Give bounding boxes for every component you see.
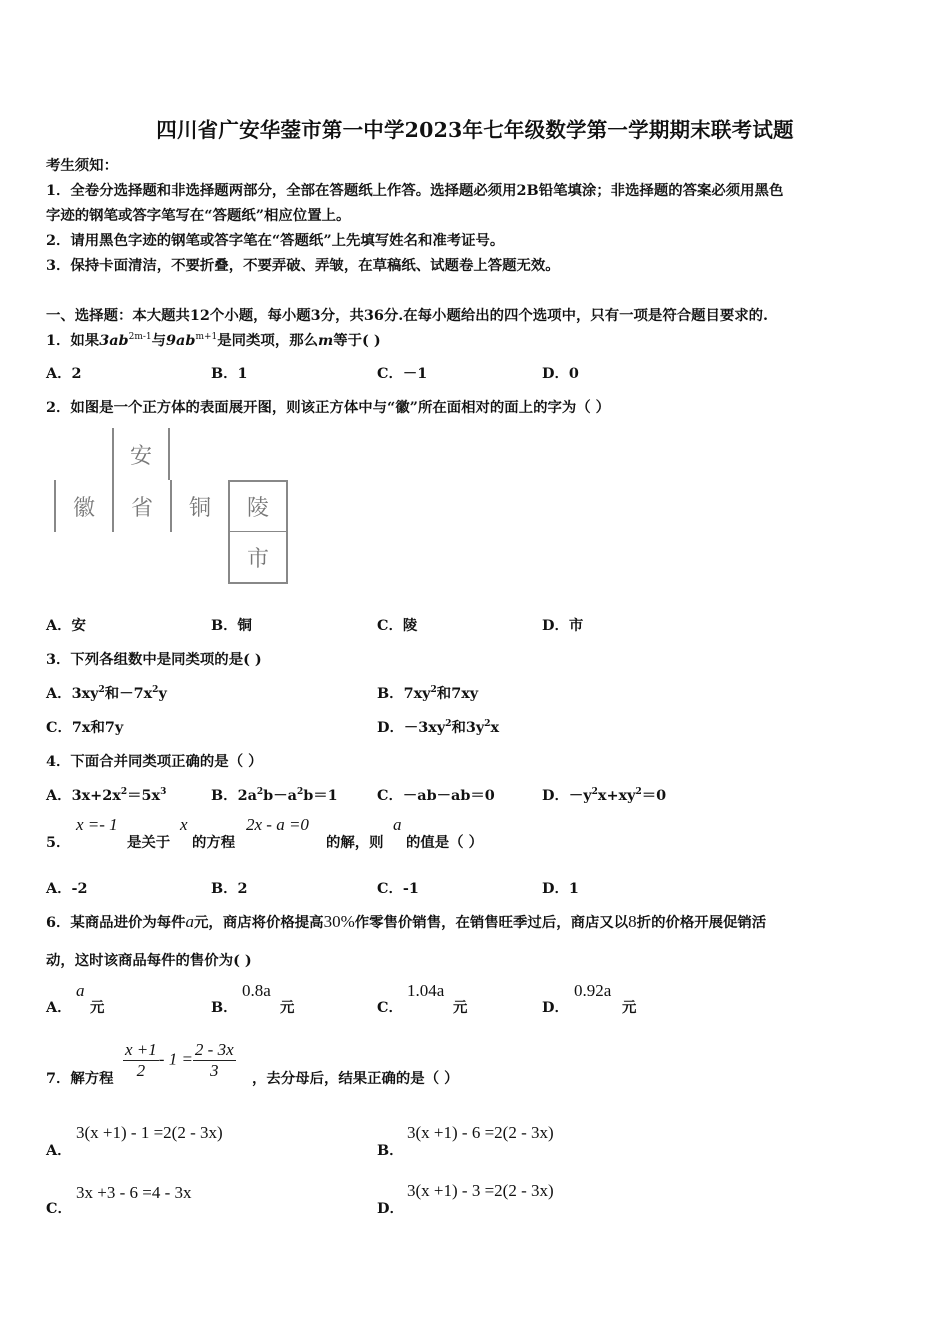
q2-option-c[interactable]: C．陵 (377, 617, 418, 634)
q4-d-text-2: x+xy (597, 787, 636, 804)
q7-equation (123, 1040, 236, 1081)
q7-denominator-1: 2 (136, 1061, 146, 1080)
q7-option-c-label[interactable]: C． (46, 1200, 72, 1217)
q6-option-d-unit: 元 (622, 999, 637, 1016)
q4-b-sup-1: 2 (256, 787, 264, 797)
q3-a-text-2: 和－7x (104, 685, 153, 702)
q5-option-c[interactable]: C．-1 (377, 880, 419, 897)
q3-a-sup-1: 2 (98, 685, 105, 695)
net-face-sheng: 省 (112, 480, 170, 532)
q1-term2-exponent: m+1 (195, 332, 218, 342)
q3-a-label: A． (46, 685, 72, 702)
q6-text-a: 6．某商品进价为每件 (46, 914, 186, 931)
q7-fraction-1 (123, 1040, 159, 1081)
q1-prefix: 1．如果 (46, 332, 100, 349)
q3-b-text-1: 7xy (403, 685, 431, 702)
q3-option-c[interactable] (46, 716, 123, 737)
q6-var-a: a (185, 912, 195, 931)
q3-option-a[interactable] (46, 682, 167, 703)
q5-equation-x: x =- 1 (76, 815, 118, 834)
question-1-stem (46, 329, 381, 350)
q6-text-b: 元，商店将价格提高 (194, 914, 324, 931)
q1-variable: m (318, 332, 334, 349)
notice-item-1-line-2: 字迹的钢笔或答字笔写在“答题纸”相应位置上。 (46, 207, 351, 224)
q3-d-text-2: 和3y (451, 719, 485, 736)
q7-option-b-equation: 3(x +1) - 6 =2(2 - 3x) (407, 1123, 554, 1142)
section-heading: 一、选择题：本大题共12个小题，每小题3分，共36分.在每小题给出的四个选项中，只有一项是符合题目要求的. (46, 307, 769, 324)
q4-b-text-1: 2a (237, 787, 257, 804)
q4-a-text-1: 3x+2x (71, 787, 121, 804)
q4-d-sup-2: 2 (635, 787, 642, 797)
question-6-line-1 (46, 911, 766, 932)
q5-text-4: 的值是（ ） (406, 834, 483, 851)
q3-a-text-1: 3xy (71, 685, 99, 702)
q4-b-sup-2: 2 (296, 787, 304, 797)
q7-prefix: 7．解方程 (46, 1070, 114, 1087)
q3-d-sup-2: 2 (484, 719, 491, 729)
q3-a-text-3: y (158, 685, 167, 702)
cube-net-figure (52, 428, 292, 588)
q3-option-b[interactable] (377, 682, 478, 703)
q6-discount: 8 (628, 912, 637, 931)
q7-option-b-label[interactable]: B． (377, 1142, 404, 1159)
q7-option-a-equation: 3(x +1) - 1 =2(2 - 3x) (76, 1123, 223, 1142)
q6-option-d-value: 0.92a (574, 981, 612, 1000)
q6-option-a-label[interactable]: A． (46, 999, 72, 1016)
question-6-line-2: 动，这时该商品每件的售价为( ) (46, 952, 252, 969)
q5-number: 5． (46, 834, 71, 851)
q1-option-d[interactable]: D．0 (542, 365, 579, 382)
question-2-stem: 2．如图是一个正方体的表面展开图，则该正方体中与“徽”所在面相对的面上的字为（ ） (46, 399, 611, 416)
q7-option-d-label[interactable]: D． (377, 1200, 404, 1217)
q1-option-c[interactable]: C．－1 (377, 365, 428, 382)
q1-suffix-a: 是同类项，那么 (217, 332, 318, 349)
notice-heading: 考生须知： (46, 157, 118, 174)
q4-b-label: B． (211, 787, 238, 804)
q6-option-c-value: 1.04a (407, 981, 445, 1000)
q7-numerator-2: 2 - 3x (194, 1040, 234, 1059)
q3-b-sup-1: 2 (430, 685, 437, 695)
q4-a-label: A． (46, 787, 72, 804)
q5-var-x: x (180, 815, 188, 834)
q4-c-text-1: －ab－ab＝0 (402, 787, 495, 804)
q3-c-text-1: 7x和7y (71, 719, 124, 736)
q4-c-label: C． (377, 787, 403, 804)
q1-term1-exponent: 2m-1 (128, 332, 152, 342)
q3-d-text-1: －3xy (403, 719, 446, 736)
q2-option-d[interactable]: D．市 (542, 617, 584, 634)
q6-option-b-unit: 元 (280, 999, 295, 1016)
q7-middle: - 1 = (158, 1049, 193, 1069)
q7-denominator-2: 3 (210, 1061, 219, 1080)
q4-option-b[interactable] (211, 784, 338, 805)
q6-text-d: 折的价格开展促销活 (636, 914, 767, 931)
q3-c-label: C． (46, 719, 72, 736)
q5-option-d[interactable]: D．1 (542, 880, 579, 897)
net-face-shi: 市 (228, 532, 288, 584)
q7-numerator-1: x +1 (125, 1040, 157, 1059)
question-3-stem: 3．下列各组数中是同类项的是( ) (46, 651, 262, 668)
q4-a-sup-2: 3 (160, 787, 167, 797)
q6-option-d-label[interactable]: D． (542, 999, 569, 1016)
q3-b-text-2: 和7xy (436, 685, 479, 702)
q4-d-text-1: －y (568, 787, 592, 804)
q5-text-1: 是关于 (127, 834, 171, 851)
question-4-stem: 4．下面合并同类项正确的是（ ） (46, 753, 263, 770)
q3-option-d[interactable] (377, 716, 499, 737)
q6-text-c: 作零售价销售，在销售旺季过后，商店又以 (354, 914, 629, 931)
q7-suffix: ，去分母后，结果正确的是（ ） (252, 1070, 459, 1087)
q6-option-c-unit: 元 (453, 999, 468, 1016)
q6-option-a-unit: 元 (90, 999, 105, 1016)
q6-option-b-label[interactable]: B． (211, 999, 238, 1016)
q1-term1: 3ab (99, 332, 129, 349)
q6-option-b-value: 0.8a (242, 981, 271, 1000)
net-face-hui: 徽 (54, 480, 112, 532)
q6-option-c-label[interactable]: C． (377, 999, 403, 1016)
q4-option-d[interactable] (542, 784, 666, 805)
notice-item-3: 3．保持卡面清洁，不要折叠，不要弄破、弄皱，在草稿纸、试题卷上答题无效。 (46, 257, 560, 274)
q1-mid: 与 (151, 332, 167, 349)
net-face-an: 安 (112, 428, 170, 480)
q3-a-sup-2: 2 (152, 685, 159, 695)
q5-option-a[interactable]: A．-2 (46, 880, 88, 897)
q3-d-sup-1: 2 (445, 719, 452, 729)
notice-item-2: 2．请用黑色字迹的钢笔或答字笔在“答题纸”上先填写姓名和准考证号。 (46, 232, 505, 249)
q5-text-2: 的方程 (192, 834, 236, 851)
q7-option-d-equation: 3(x +1) - 3 =2(2 - 3x) (407, 1181, 554, 1200)
q7-option-a-label[interactable]: A． (46, 1142, 72, 1159)
net-face-ling: 陵 (228, 480, 288, 532)
q3-d-label: D． (377, 719, 404, 736)
q5-option-b[interactable]: B．2 (211, 880, 248, 897)
q3-d-text-3: x (490, 719, 500, 736)
q2-option-a[interactable]: A．安 (46, 617, 86, 634)
q3-b-label: B． (377, 685, 404, 702)
q4-a-sup-1: 2 (120, 787, 128, 797)
q4-b-text-2: b－a (263, 787, 297, 804)
q4-option-a[interactable] (46, 784, 166, 805)
q5-equation: 2x - a =0 (246, 815, 309, 834)
q4-d-sup-1: 2 (591, 787, 598, 797)
q7-fraction-2 (193, 1040, 236, 1081)
q4-option-c[interactable] (377, 784, 495, 805)
q6-option-a-value: a (76, 981, 85, 1000)
q1-option-b[interactable]: B．1 (211, 365, 248, 382)
q1-suffix-b: 等于( ) (333, 332, 381, 349)
q1-option-a[interactable]: A．2 (46, 365, 82, 382)
q5-var-a: a (393, 815, 402, 834)
notice-item-1-line-1: 1．全卷分选择题和非选择题两部分，全部在答题纸上作答。选择题必须用2B铅笔填涂；非选择题的答案必须用黑色 (46, 182, 784, 199)
q4-d-text-3: ＝0 (641, 787, 667, 804)
q4-b-text-3: b＝1 (303, 787, 338, 804)
q2-option-b[interactable]: B．铜 (211, 617, 252, 634)
q1-term2: 9ab (166, 332, 196, 349)
q6-percent: 30% (323, 912, 355, 931)
exam-title: 四川省广安华蓥市第一中学2023年七年级数学第一学期期末联考试题 (156, 118, 794, 142)
q4-a-text-2: ＝5x (127, 787, 161, 804)
q5-text-3: 的解，则 (326, 834, 384, 851)
net-face-tong: 铜 (170, 480, 228, 532)
q4-d-label: D． (542, 787, 569, 804)
q7-option-c-equation: 3x +3 - 6 =4 - 3x (76, 1183, 192, 1202)
